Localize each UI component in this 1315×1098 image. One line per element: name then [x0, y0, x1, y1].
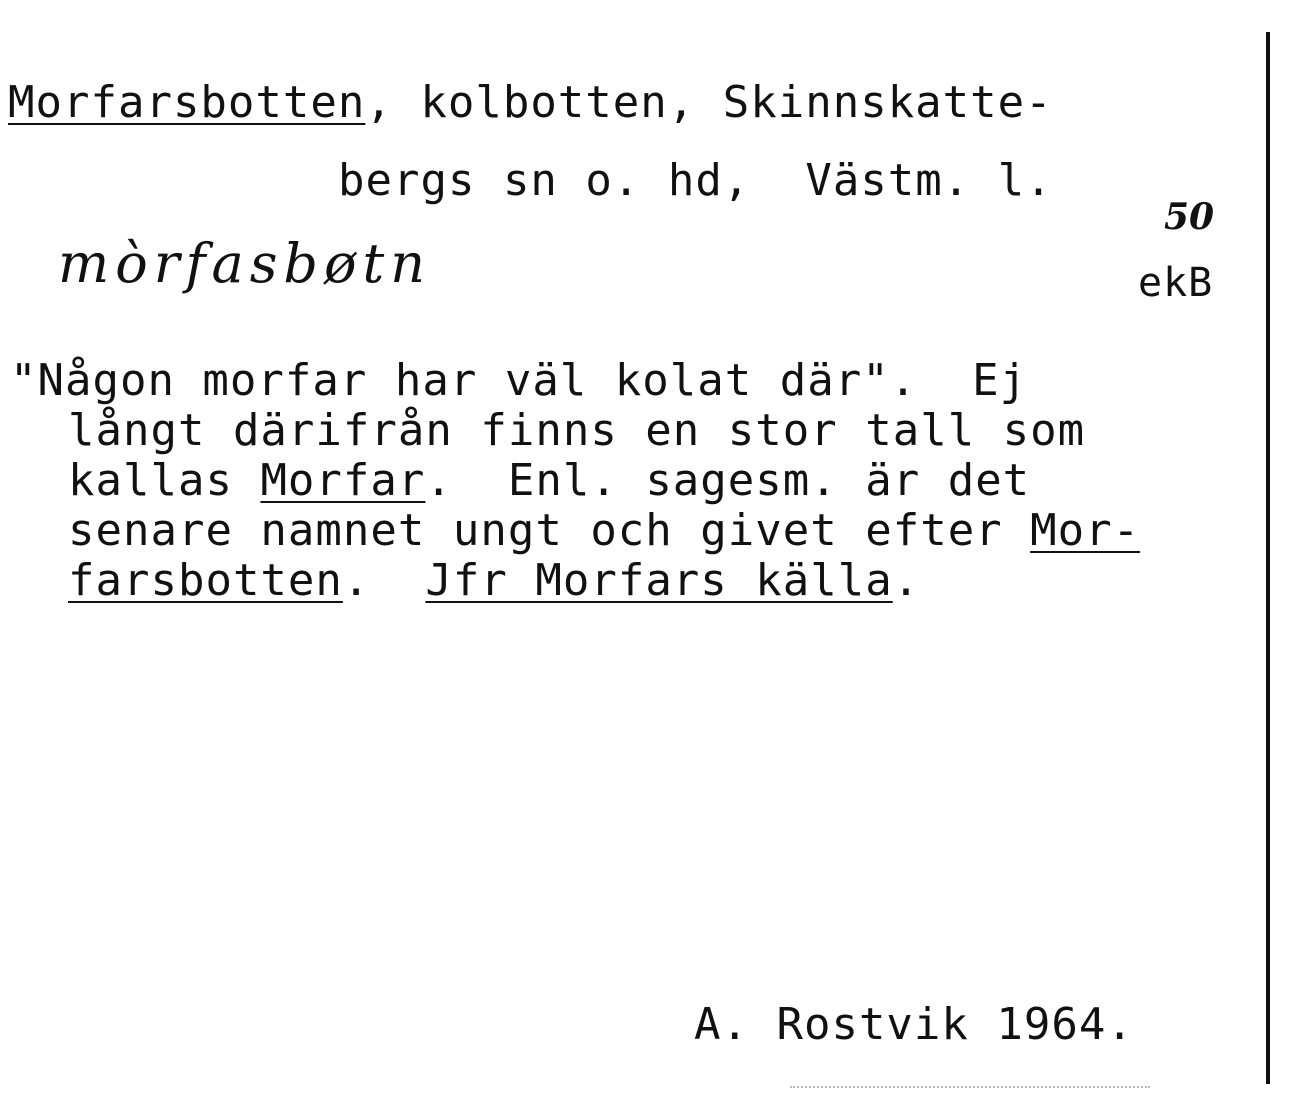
- body-line-1: "Någon morfar har väl kolat där". Ej: [10, 355, 1028, 406]
- card-right-edge: [1266, 32, 1270, 1084]
- classification-code: ekB: [1138, 260, 1214, 306]
- card-title-line-2: bergs sn o. hd, Västm. l.: [338, 155, 1053, 206]
- body-line-4: senare namnet ungt och givet efter Mor-: [68, 505, 1141, 556]
- dotted-smudge: [790, 1086, 1150, 1088]
- reference-morfarsbotten-part1: Mor-: [1030, 505, 1141, 556]
- body-line-5: farsbotten. Jfr Morfars källa.: [68, 555, 921, 606]
- reference-morfarsbotten-part2: farsbotten: [68, 555, 343, 606]
- handwritten-number: 50: [1164, 196, 1215, 238]
- body-line-3: kallas Morfar. Enl. sagesm. är det: [68, 455, 1031, 506]
- title-rest: , kolbotten, Skinnskatte-: [365, 77, 1053, 128]
- reference-morfar: Morfar: [260, 455, 426, 506]
- signature: A. Rostvik 1964.: [694, 999, 1134, 1050]
- place-name: Morfarsbotten: [8, 77, 366, 128]
- reference-morfars-kalla: Jfr Morfars källa: [425, 555, 893, 606]
- card-title-line-1: [8, 78, 1053, 128]
- body-line-2: långt därifrån finns en stor tall som: [68, 405, 1086, 456]
- handwritten-pronunciation: mòrfasbøtn: [58, 232, 431, 295]
